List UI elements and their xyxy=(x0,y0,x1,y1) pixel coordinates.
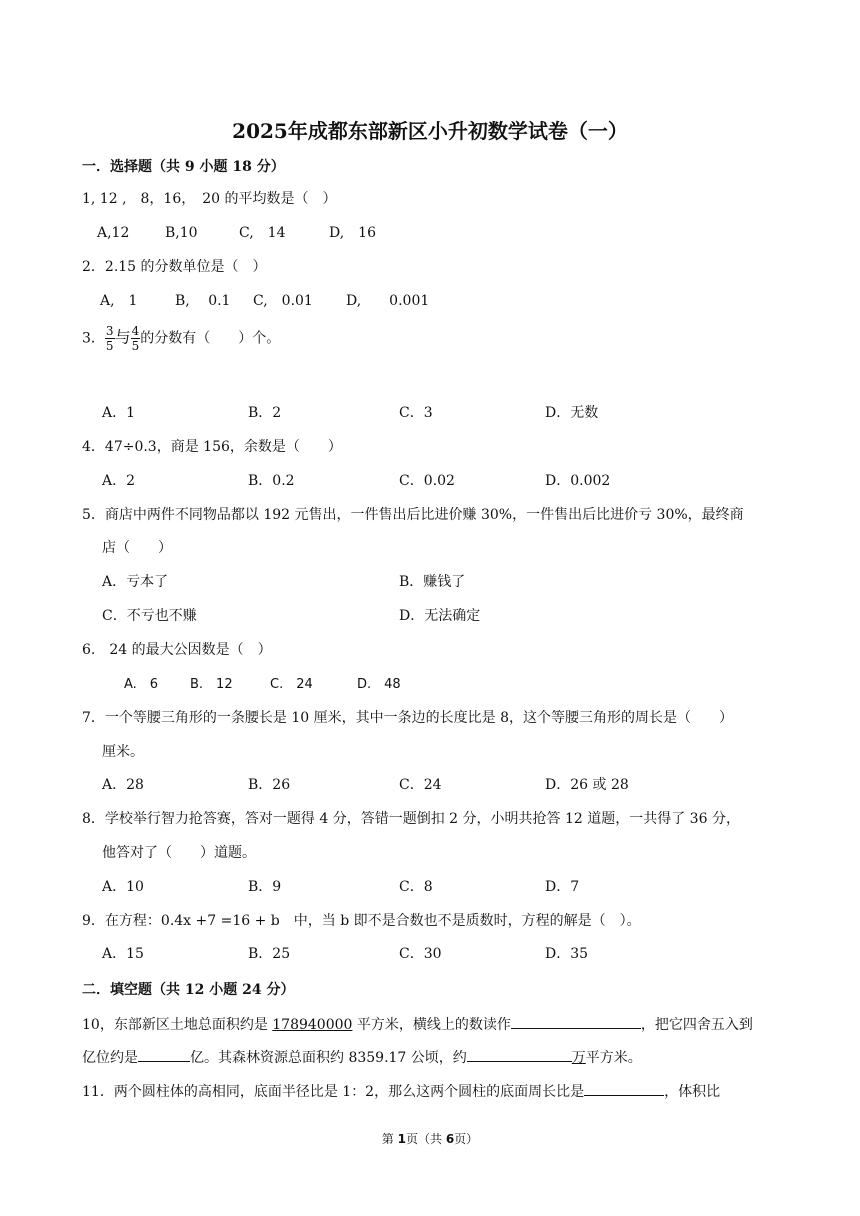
question-5-option-d: D．无法确定 xyxy=(399,608,481,624)
answer-blank[interactable] xyxy=(584,1080,664,1096)
answer-blank[interactable] xyxy=(467,1046,572,1062)
question-3-connector: 与 xyxy=(114,327,131,347)
question-4-stem: 4．47÷0.3，商是 156，余数是（ ） xyxy=(82,439,342,455)
question-6-option-c: C. 24 xyxy=(270,677,313,692)
question-7-stem-line-1: 7．一个等腰三角形的一条腰长是 10 厘米，其中一条边的长度比是 8，这个等腰三角形的周长是（ ） xyxy=(82,710,733,726)
question-8-option-c: C．8 xyxy=(399,879,433,895)
question-9-stem: 9．在方程：0.4x +7 =16 + b 中，当 b 即不是合数也不是质数时，方程的解是（ ）。 xyxy=(82,913,641,929)
question-5-stem-line-2: 店（ ） xyxy=(102,540,172,556)
question-9-option-d: D．35 xyxy=(545,946,589,962)
question-10-text-b: 平方米，横线上的数读作 xyxy=(352,1017,511,1033)
question-10-unit-wan: 万 xyxy=(571,1050,586,1066)
question-6-option-a: A. 6 xyxy=(124,677,159,692)
question-6-option-d: D. 48 xyxy=(357,677,401,692)
question-2-option-b: B, 0.1 xyxy=(175,293,231,309)
footer-page-number: 1 xyxy=(397,1132,406,1146)
question-9-option-c: C．30 xyxy=(399,946,442,962)
question-7-option-b: B．26 xyxy=(248,777,291,793)
question-1-option-b: B,10 xyxy=(165,225,198,241)
question-11-text-b: ，体积比 xyxy=(664,1084,721,1100)
question-7-option-d: D．26 或 28 xyxy=(545,777,629,793)
question-2-stem: 2．2.15 的分数单位是（ ） xyxy=(82,259,267,275)
question-9-option-a: A．15 xyxy=(102,946,144,962)
answer-blank[interactable] xyxy=(511,1013,641,1029)
question-3-option-d: D．无数 xyxy=(545,405,599,421)
section-heading-choice: 一．选择题（共 9 小题 18 分） xyxy=(82,159,285,175)
question-4-option-c: C．0.02 xyxy=(399,473,455,489)
footer-text-a: 第 xyxy=(381,1132,398,1146)
question-10-text-d: 亿位约是 xyxy=(82,1050,138,1066)
question-4-option-b: B．0.2 xyxy=(248,473,295,489)
question-8-stem-line-2: 他答对了（ ）道题。 xyxy=(102,845,256,861)
question-5-option-b: B．赚钱了 xyxy=(399,574,466,590)
page-footer xyxy=(0,1130,860,1147)
question-6-stem: 6. 24 的最大公因数是（ ） xyxy=(82,642,272,658)
question-5-option-a: A．亏本了 xyxy=(102,574,169,590)
question-3-option-b: B．2 xyxy=(248,405,282,421)
question-3-suffix: 的分数有（ ）个。 xyxy=(140,330,281,347)
answer-blank[interactable] xyxy=(138,1046,190,1062)
question-4-option-a: A．2 xyxy=(102,473,136,489)
fraction-three-fifths xyxy=(105,324,115,353)
question-7-stem-line-2: 厘米。 xyxy=(102,744,144,760)
fraction-numerator: 4 xyxy=(131,324,140,338)
fraction-four-fifths xyxy=(131,324,141,353)
question-5-stem-line-1: 5．商店中两件不同物品都以 192 元售出，一件售出后比进价赚 30%，一件售出后比进价亏 30%，最终商 xyxy=(82,507,744,523)
question-3-option-c: C．3 xyxy=(399,405,433,421)
question-7-option-a: A．28 xyxy=(102,777,144,793)
question-1-option-a: A,12 xyxy=(97,225,130,241)
question-2-option-a: A, 1 xyxy=(100,293,138,309)
question-3-option-a: A．1 xyxy=(102,405,136,421)
fraction-denominator: 5 xyxy=(131,339,140,353)
fraction-denominator: 5 xyxy=(105,339,114,353)
question-8-stem-line-1: 8．学校举行智力抢答赛，答对一题得 4 分，答错一题倒扣 2 分，小明共抢答 12 道题，一共得了 36 分， xyxy=(82,811,740,827)
question-10-underlined-number: 178940000 xyxy=(272,1017,353,1033)
question-8-option-d: D．7 xyxy=(545,879,580,895)
question-10-text-c: ，把它四舍五入到 xyxy=(640,1017,753,1033)
question-10-line-1 xyxy=(82,1013,753,1034)
question-10-line-2 xyxy=(82,1046,642,1067)
question-9-option-b: B．25 xyxy=(248,946,291,962)
question-3-prefix: 3． xyxy=(82,330,105,347)
fraction-numerator: 3 xyxy=(105,324,114,338)
question-8-option-b: B．9 xyxy=(248,879,282,895)
section-heading-fill-in: 二．填空题（共 12 小题 24 分） xyxy=(82,982,295,998)
footer-total-pages: 6 xyxy=(445,1132,455,1146)
question-10-text-a: 10，东部新区土地总面积约是 xyxy=(82,1017,273,1033)
footer-text-c: 页） xyxy=(454,1132,479,1146)
question-8-option-a: A．10 xyxy=(102,879,144,895)
question-6-option-b: B. 12 xyxy=(190,677,233,692)
question-5-option-c: C．不亏也不赚 xyxy=(102,608,197,624)
question-10-text-e: 亿。其森林资源总面积约 8359.17 公顷，约 xyxy=(190,1050,467,1066)
question-11-text-a: 11．两个圆柱体的高相同，底面半径比是 1：2，那么这两个圆柱的底面周长比是 xyxy=(82,1084,585,1100)
question-1-stem: 1, 12 , 8，16， 20 的平均数是（ ） xyxy=(82,191,337,207)
footer-text-b: 页（共 xyxy=(405,1132,446,1146)
question-1-option-c: C, 14 xyxy=(239,225,286,241)
exam-title: 2025年成都东部新区小升初数学试卷（一） xyxy=(232,119,628,143)
question-2-option-d: D, 0.001 xyxy=(346,293,430,309)
question-7-option-c: C．24 xyxy=(399,777,442,793)
question-10-text-f: 平方米。 xyxy=(585,1050,642,1066)
question-4-option-d: D．0.002 xyxy=(545,473,611,489)
question-3-stem xyxy=(82,324,280,353)
question-11-line-1 xyxy=(82,1080,720,1101)
question-1-option-d: D, 16 xyxy=(329,225,376,241)
question-2-option-c: C, 0.01 xyxy=(253,293,313,309)
